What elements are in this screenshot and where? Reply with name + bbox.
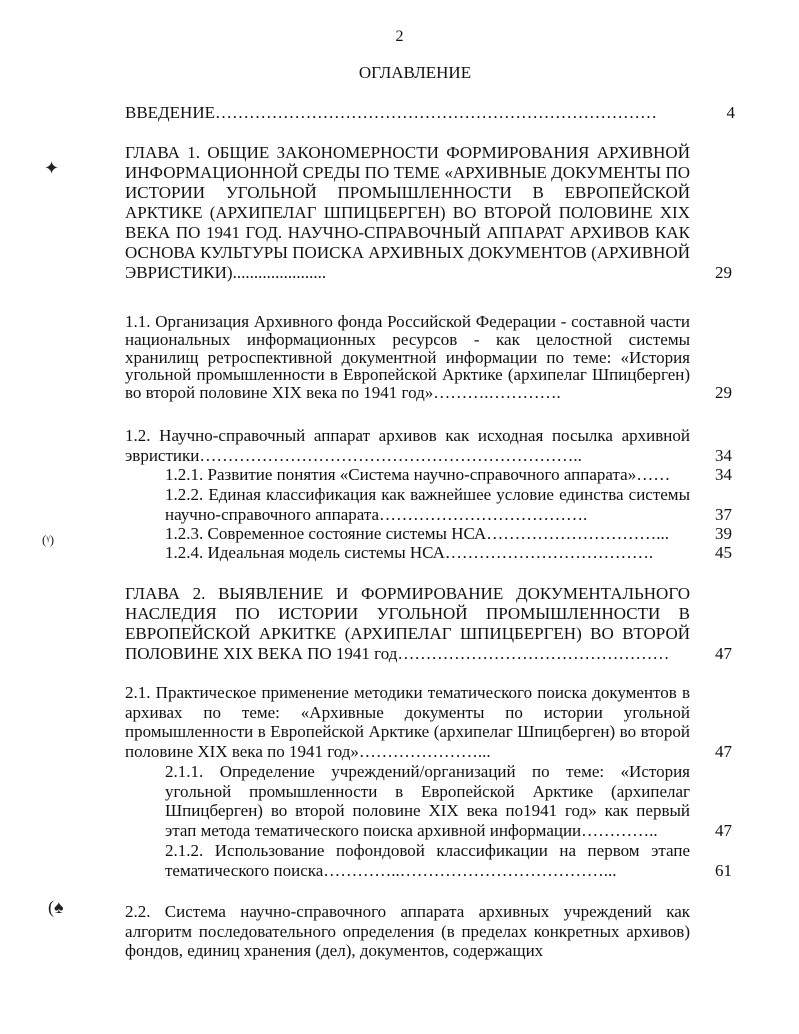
entry-text: 1.2.1. Развитие понятия «Система научно-справочного аппарата»…… [165, 465, 671, 484]
entry-text: ГЛАВА 2. ВЫЯВЛЕНИЕ И ФОРМИРОВАНИЕ ДОКУМЕНТАЛЬНОГО НАСЛЕДИЯ ПО ИСТОРИИ УГОЛЬНОЙ ПРОМЫШЛЕННОСТИ В ЕВРОПЕЙСКОЙ АРКИТКЕ (АРХИПЕЛАГ ШПИЦБЕРГЕН) ВО ВТОРОЙ ПОЛОВИНЕ XIX ВЕКА ПО 1941 год………………………………………… [125, 584, 690, 663]
toc-entry-2-1[interactable] [125, 683, 732, 762]
toc-entry-1-2-4[interactable] [165, 543, 732, 563]
margin-mark-icon: (ᵞ) [42, 532, 55, 547]
entry-page: 47 [715, 742, 732, 762]
entry-page: 34 [715, 465, 732, 484]
entry-text: ВВЕДЕНИЕ…………………………………………………………………… [125, 103, 657, 122]
entry-page: 34 [715, 445, 732, 465]
toc-entry-2-1-2[interactable] [165, 841, 732, 880]
toc-entry-2-2[interactable] [125, 902, 690, 961]
entry-page: 61 [715, 860, 732, 880]
entry-page: 47 [715, 821, 732, 841]
toc-entry-1-2-2[interactable] [165, 485, 732, 524]
entry-page: 47 [715, 644, 732, 663]
entry-text: 1.1. Организация Архивного фонда Российской Федерации - составной части национальных информационных ресурсов - как целостной системы хранилищ ретроспективной документной информации по теме: «История угольной промышленности в Европейской Арктике (архипелаг Шпицберген) во второй половине XIX века по 1941 год»……….…………. [125, 312, 690, 403]
toc-entry-1-2[interactable] [125, 426, 732, 465]
toc-entry-2-1-1[interactable] [165, 762, 732, 841]
entry-page: 39 [715, 524, 732, 543]
toc-entry-1-2-1[interactable] [165, 465, 732, 485]
page-number: 2 [395, 28, 404, 45]
entry-text: 1.2.2. Единая классификация как важнейшее условие единства системы научно-справочного аппарата………………………………. [165, 485, 690, 524]
entry-page: 37 [715, 504, 732, 524]
toc-entry-introduction[interactable] [125, 103, 735, 123]
toc-entry-chapter-1[interactable] [125, 143, 732, 283]
toc-title: ОГЛАВЛЕНИЕ [358, 63, 472, 82]
entry-text: ГЛАВА 1. ОБЩИЕ ЗАКОНОМЕРНОСТИ ФОРМИРОВАНИЯ АРХИВНОЙ ИНФОРМАЦИОННОЙ СРЕДЫ ПО ТЕМЕ «АРХИВНЫЕ ДОКУМЕНТЫ ПО ИСТОРИИ УГОЛЬНОЙ ПРОМЫШЛЕННОСТИ В ЕВРОПЕЙСКОЙ АРКТИКЕ (АРХИПЕЛАГ ШПИЦБЕРГЕН) ВО ВТОРОЙ ПОЛОВИНЕ XIX ВЕКА ПО 1941 ГОД. НАУЧНО-СПРАВОЧНЫЙ АППАРАТ АРХИВОВ КАК ОСНОВА КУЛЬТУРЫ ПОИСКА АРХИВНЫХ ДОКУМЕНТОВ (АРХИВНОЙ ЭВРИСТИКИ)...................... [125, 143, 690, 282]
toc-entry-chapter-2[interactable] [125, 584, 732, 664]
entry-text: 2.1. Практическое применение методики тематического поиска документов в архивах по теме: «Архивные документы по истории угольной промышленности в Европейской Арктике (архипелаг Шпицберген) во второй половине XIX века по 1941 год»…………………... [125, 683, 690, 762]
entry-text: 1.2. Научно-справочный аппарат архивов как исходная посылка архивной эвристики………………………………………………………….. [125, 426, 690, 465]
toc-entry-1-1[interactable] [125, 312, 732, 403]
toc-entry-1-2-3[interactable] [165, 524, 732, 544]
entry-text: 2.1.2. Использование пофондовой классификации на первом этапе тематического поиска…………..………………………………... [165, 841, 690, 880]
entry-text: 2.1.1. Определение учреждений/организаций по теме: «История угольной промышленности в Европейской Арктике (архипелаг Шпицберген) во второй половине XIX века по1941 год» как первый этап метода тематического поиска архивной информации………….. [165, 762, 690, 841]
entry-page: 29 [715, 263, 732, 282]
entry-text: 1.2.3. Современное состояние системы НСА…………………………... [165, 524, 670, 543]
entry-page: 45 [715, 543, 732, 562]
entry-text: 1.2.4. Идеальная модель системы НСА………………………………. [165, 543, 654, 562]
margin-mark-icon: (♠ [48, 897, 64, 917]
entry-page: 4 [726, 103, 735, 122]
entry-text: 2.2. Система научно-справочного аппарата архивных учреждений как алгоритм последовательного определения (в пределах конкретных архивов) фондов, единиц хранения (дел), документов, содержащих [125, 902, 690, 961]
margin-mark-icon: ✦ [44, 158, 60, 178]
entry-page: 29 [715, 383, 732, 403]
